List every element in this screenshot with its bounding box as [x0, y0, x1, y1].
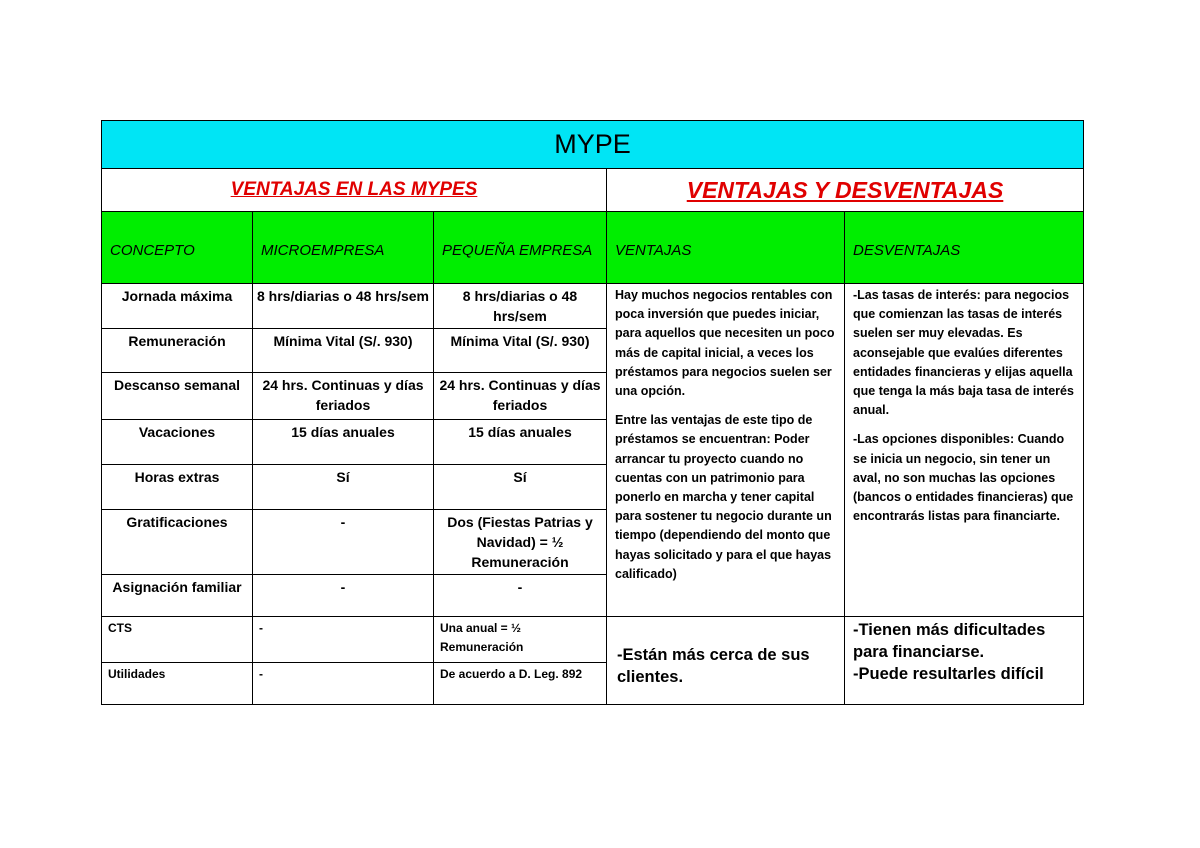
- row-micro: -: [253, 663, 434, 705]
- row-pequena: 24 hrs. Continuas y días feriados: [434, 373, 607, 420]
- desventajas-bottom-text-2: -Puede resultarles difícil: [853, 665, 1044, 683]
- row-micro: 15 días anuales: [253, 420, 434, 465]
- ventajas-paragraph-1: Hay muchos negocios rentables con poca inversión que puedes iniciar, para aquellos que necesiten un poco más de capital inicial, a veces los préstamos para negocios suelen ser una opción.: [615, 288, 835, 399]
- table-row: [102, 284, 1084, 329]
- desventajas-text-cell: [845, 284, 1084, 617]
- row-micro: 8 hrs/diarias o 48 hrs/sem: [253, 284, 434, 329]
- row-concepto: Utilidades: [102, 663, 253, 705]
- ventajas-bottom-cell: [607, 617, 845, 705]
- row-pequena: Mínima Vital (S/. 930): [434, 329, 607, 373]
- row-pequena: 15 días anuales: [434, 420, 607, 465]
- header-ventajas: [607, 212, 845, 284]
- row-concepto: Vacaciones: [102, 420, 253, 465]
- row-micro: Sí: [253, 465, 434, 510]
- header-microempresa-label: MICROEMPRESA: [261, 242, 385, 259]
- ventajas-text-cell: [607, 284, 845, 617]
- row-concepto: Remuneración: [102, 329, 253, 373]
- row-concepto: Asignación familiar: [102, 575, 253, 617]
- row-pequena: -: [434, 575, 607, 617]
- row-pequena: Sí: [434, 465, 607, 510]
- section-title-ventajas-mypes: VENTAJAS EN LAS MYPES: [230, 179, 478, 200]
- header-pequena-label: PEQUEÑA EMPRESA: [442, 242, 593, 259]
- table-title: MYPE: [102, 121, 1084, 169]
- row-pequena: Una anual = ½ Remuneración: [434, 617, 607, 663]
- row-micro: -: [253, 510, 434, 575]
- desventajas-bottom-text-1: -Tienen más dificultades para financiarse.: [853, 621, 1046, 661]
- row-concepto: Horas extras: [102, 465, 253, 510]
- section-left-cell: [102, 169, 607, 212]
- ventajas-bottom-text: -Están más cerca de sus clientes.: [617, 645, 810, 686]
- row-concepto: CTS: [102, 617, 253, 663]
- row-micro: Mínima Vital (S/. 930): [253, 329, 434, 373]
- row-pequena: 8 hrs/diarias o 48 hrs/sem: [434, 284, 607, 329]
- header-concepto-label: CONCEPTO: [110, 242, 195, 259]
- header-microempresa: [253, 212, 434, 284]
- row-pequena: Dos (Fiestas Patrias y Navidad) = ½ Remuneración: [434, 510, 607, 575]
- header-pequena-empresa: [434, 212, 607, 284]
- header-desventajas: [845, 212, 1084, 284]
- table-row: [102, 617, 1084, 663]
- section-title-ventajas-desventajas: VENTAJAS Y DESVENTAJAS: [686, 176, 1004, 203]
- desventajas-paragraph-2: -Las opciones disponibles: Cuando se inicia un negocio, sin tener un aval, no son muchas las opciones (bancos o entidades financieras) que encontrarás listas para financiarte.: [853, 432, 1074, 524]
- desventajas-bottom-cell: [845, 617, 1084, 705]
- row-concepto: Jornada máxima: [102, 284, 253, 329]
- ventajas-paragraph-2: Entre las ventajas de este tipo de préstamos se encuentran: Poder arrancar tu proyecto cuando no cuentas con un patrimonio para ponerlo en marcha y tener capital para sostener tu negocio durante un tiempo (dependiendo del monto que hayas solicitado y para el que hayas calificado): [615, 413, 832, 581]
- row-pequena: De acuerdo a D. Leg. 892: [434, 663, 607, 705]
- mype-table: [101, 120, 1084, 705]
- desventajas-paragraph-1: -Las tasas de interés: para negocios que comienzan las tasas de interés suelen ser muy elevadas. Es aconsejable que evalúes diferentes entidades financieras y elijas aquella que tenga la más baja tasa de interés anual.: [853, 288, 1074, 418]
- row-micro: -: [253, 617, 434, 663]
- row-micro: 24 hrs. Continuas y días feriados: [253, 373, 434, 420]
- section-right-cell: [607, 169, 1084, 212]
- row-concepto: Descanso semanal: [102, 373, 253, 420]
- row-concepto: Gratificaciones: [102, 510, 253, 575]
- header-ventajas-label: VENTAJAS: [615, 242, 692, 259]
- header-desventajas-label: DESVENTAJAS: [853, 242, 961, 259]
- row-micro: -: [253, 575, 434, 617]
- header-concepto: [102, 212, 253, 284]
